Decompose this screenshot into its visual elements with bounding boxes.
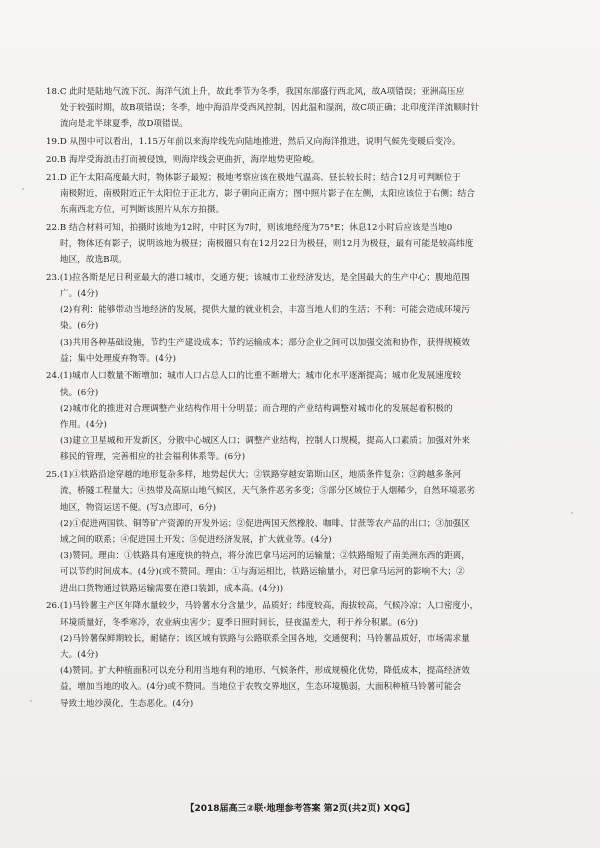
answer-line: (2)①促进两国铁、铜等矿产资源的开发外运；②促进两国天然橡胶、咖啡、甘蔗等农产品的出口；③加强区 (60, 518, 470, 529)
answer-key-body (46, 84, 546, 713)
answer-line: 处于较强时期，故B项错误；冬季，地中海沿岸受西风控制，因此温和湿润，故C项正确；北印度洋洋流顺时针 (60, 103, 480, 114)
answer-line: 20.B 海岸受海浪击打而被侵蚀，则海岸线会更曲折，海岸地势更险峻。 (46, 154, 320, 165)
answer-line: 大。(4分) (60, 649, 99, 660)
answer-item (46, 270, 546, 367)
answer-line: (4)赞同。扩大种植面积可以充分利用当地有利的地形、气候条件，形成规模化优势，降低成本，提高经济效 (60, 666, 470, 677)
answer-line: 快。(6分) (60, 387, 99, 398)
answer-item (46, 170, 546, 219)
answer-line: 26.(1)马铃薯主产区年降水量较少，马铃薯水分含量少，品质好；纬度较高，海拔较高，气候冷凉；人口密度小， (46, 601, 479, 612)
answer-line: 地区，故选B项。 (60, 255, 127, 266)
answer-line: 作用。(4分) (60, 420, 107, 431)
answer-line: 流，桥隧工程量大；④热带及高原山地气候区，天气条件恶劣多变；⑤部分区域位于人烟稀少，自然环境恶劣 (60, 486, 475, 497)
answer-line: 19.D 从图中可以看出，1.15万年前以来海岸线先向陆地推进，然后又向海洋推进，说明气候先变暖后变冷。 (46, 137, 461, 148)
answer-line: 广。(4分) (60, 288, 99, 299)
answer-line: (3)共用各种基础设施，节约生产建设成本；节约运输成本；部分企业之间可以加强交流和协作，获得规模效 (60, 337, 470, 348)
page-footer: 【2018届高三②联·地理参考答案 第2页(共2页) XQG】 (185, 804, 415, 814)
answer-line: 22.B 结合材料可知，拍摄时该地为12时，中时区为7时，则该地经度为75°E；休息12小时后应该是当地0 (46, 222, 453, 233)
answer-line: 21.D 正午太阳高度最大时，物体影子最短；极地考察应该在极地气温高、昼长较长时；结合12月可判断位于 (46, 172, 461, 183)
answer-item (46, 467, 546, 597)
answer-line: 移民的管理，完善相应的社会福利体系等。(6分) (60, 452, 246, 463)
answer-line: 环境质量好，冬季寒冷，农业病虫害少；夏季日照时间长，昼夜温差大，利于养分积累。(6分) (60, 617, 419, 628)
answer-line: 益，增加当地的收入。(4分)或不赞同。当地位于农牧交界地区，生态环境脆弱，大面积种植马铃薯可能会 (60, 682, 462, 693)
answer-line: 25.(1)①铁路沿途穿越的地形复杂多样，地势起伏大；②铁路穿越安第斯山区，地质条件复杂；③跨越多条河 (46, 470, 462, 481)
answer-line: 18.C 此时是陆地气流下沉、海洋气流上升，故此季节为冬季，我国东部盛行西北风，故A项错误；亚洲高压应 (46, 87, 465, 97)
answer-line: 23.(1)拉各斯是尼日利亚最大的港口城市，交通方便；该城市工业经济发达，是全国最大的生产中心；腹地范围 (46, 272, 470, 283)
answer-item (46, 220, 546, 269)
answer-item (46, 84, 546, 133)
answer-item (46, 152, 546, 168)
answer-line: 东南西北方位，可判断该照片从东方拍摄。 (60, 204, 225, 215)
answer-line: 时，物体还有影子，说明该地为极昼；南极圈只有在12月22日为极昼，则12月为极昼，最有可能是较高纬度 (60, 238, 474, 249)
answer-item (46, 134, 546, 150)
scan-speck (571, 512, 573, 514)
answer-line: 染。(6分) (60, 321, 99, 332)
answer-line: (2)马铃薯保鲜期较长，耐储存；该区域有铁路与公路联系全国各地，交通便利；马铃薯品质好，市场需求量 (60, 633, 470, 644)
answer-line: 导致土地沙漠化，生态恶化。(4分) (60, 698, 194, 709)
answer-line: 南极附近，南极附近正午太阳位于正北方，影子朝向正南方；图中照片影子在左侧，太阳应该位于右侧；结合 (60, 188, 475, 199)
answer-line: 24.(1)城市人口数量不断增加；城市人口占总人口的比重不断增大；城市化水平逐渐提高；城市化发展速度较 (46, 371, 462, 382)
answer-line: 益；集中处理废弃物等。(4分) (60, 353, 177, 364)
answer-item (46, 598, 546, 711)
scan-speck (30, 700, 32, 702)
answer-line: (3)赞同。理由：①铁路具有速度快的特点，将分流巴拿马运河的运输量；②铁路缩短了南美洲东西的距离， (60, 551, 470, 562)
answer-line: 域之间的联系；④促进国土开发；⑤促进经济发展，扩大就业等。(4分) (60, 534, 332, 545)
scan-speck (22, 188, 24, 190)
answer-line: (3)建立卫星城和开发新区，分散中心城区人口；调整产业结构，控制人口规模，提高人口素质；加强对外来 (60, 436, 470, 447)
answer-line: (2)城市化的推进对合理调整产业结构作用十分明显；而合理的产业结构调整对城市化的发展起着积极的 (60, 403, 453, 414)
answer-line: 地区，物资运送不便。(写3点即可，6分) (60, 502, 217, 513)
answer-line: (2)有利：能够带动当地经济的发展，提供大量的就业机会，丰富当地人们的生活；不利：可能会造成环境污 (60, 305, 470, 316)
answer-line: 流向是北半球夏季，故D项错误。 (60, 119, 188, 130)
answer-line: 可以节约时间成本。(4分)(或不赞同。理由：①与海运相比，铁路运输量小，对巴拿马运河的影响不大；② (60, 567, 465, 578)
answer-line: 进出口货物通过铁路运输需要在港口装卸，成本高。(4分)) (60, 583, 284, 594)
answer-item (46, 368, 546, 465)
